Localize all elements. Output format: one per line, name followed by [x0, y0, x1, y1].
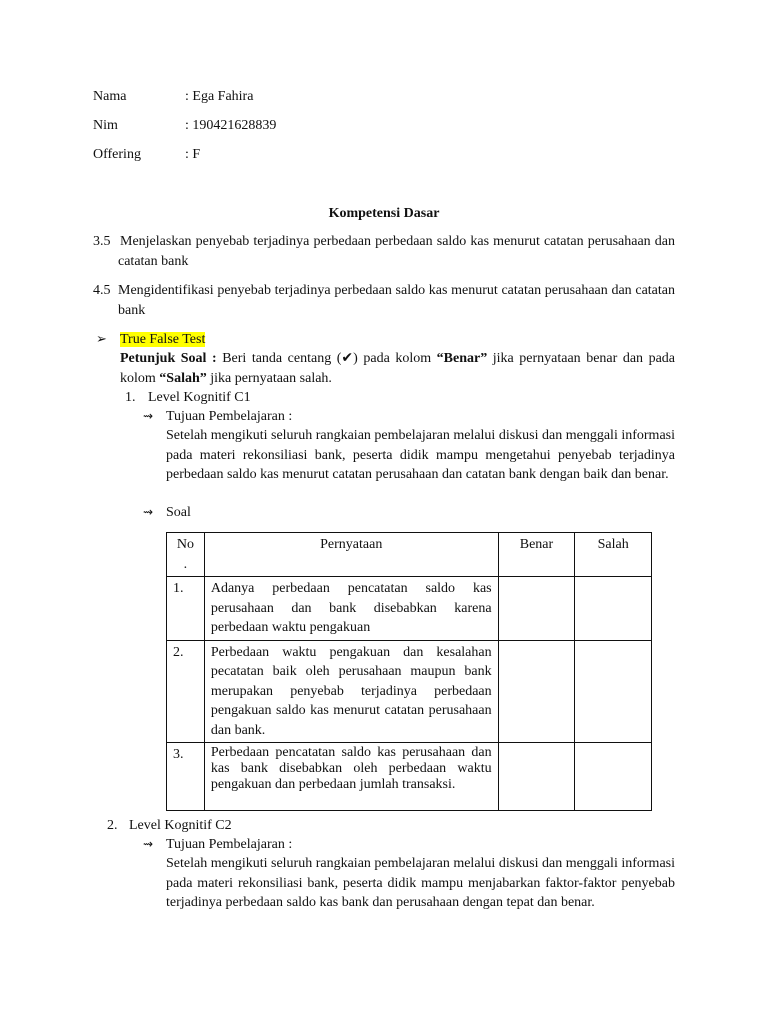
level-2-tujuan-label: Tujuan Pembelajaran : — [166, 837, 293, 852]
kompetensi-title: Kompetensi Dasar — [328, 206, 440, 221]
header-pernyataan: Pernyataan — [320, 537, 383, 552]
row-benar-cell[interactable] — [498, 577, 575, 641]
row-salah-cell[interactable] — [575, 577, 652, 641]
table-row — [167, 743, 652, 811]
squiggle-arrow-icon: ⇝ — [143, 837, 154, 851]
row-benar-cell[interactable] — [498, 743, 575, 811]
level-2-num: 2. — [107, 818, 118, 833]
arrow-bullet-icon: ➢ — [96, 332, 107, 347]
nim-label: Nim — [93, 118, 118, 133]
kompetensi-item-1-text: Menjelaskan penyebab terjadinya perbedaan perbedaan saldo kas menurut catatan perusahaan dan catatan bank — [118, 234, 675, 269]
soal-table — [166, 532, 652, 811]
kompetensi-item-2-text: Mengidentifikasi penyebab terjadinya perbedaan saldo kas menurut catatan perusahaan dan catatan bank — [118, 283, 675, 318]
row-pernyataan: Perbedaan waktu pengakuan dan kesalahan pecatatan baik oleh perusahaan maupun bank merupakan penyebab terjadinya perbedaan pengakuan saldo kas menurut catatan perusahaan dan bank. — [210, 644, 492, 738]
squiggle-arrow-icon: ⇝ — [143, 409, 154, 423]
table-row — [167, 577, 652, 641]
level-1-num: 1. — [125, 390, 136, 405]
level-1-tujuan-text: Setelah mengikuti seluruh rangkaian pembelajaran melalui diskusi dan menggali informasi pada materi rekonsiliasi bank, peserta didik mampu mengetahui penyebab terjadinya perbedaan saldo kas menurut catatan perusahaan dan catatan bank dengan baik dan benar. — [166, 428, 675, 482]
row-benar-cell[interactable] — [498, 640, 575, 743]
kompetensi-item-2-num: 4.5 — [93, 283, 111, 298]
level-1-tujuan-label: Tujuan Pembelajaran : — [166, 409, 293, 424]
level-2-tujuan-text: Setelah mengikuti seluruh rangkaian pembelajaran melalui diskusi dan menggali informasi pada materi rekonsiliasi bank, peserta didik mampu menjabarkan faktor-faktor penyebab terjadinya perbedaan saldo kas bank dan perusahaan dengan tepat dan benar. — [166, 856, 675, 910]
row-no: 2. — [173, 644, 184, 660]
table-header-row — [167, 533, 652, 577]
header-salah: Salah — [597, 537, 629, 552]
level-1-soal-label: Soal — [166, 505, 191, 520]
nama-label: Nama — [93, 89, 127, 104]
level-2-title: Level Kognitif C2 — [129, 818, 232, 833]
row-salah-cell[interactable] — [575, 640, 652, 743]
offering-label: Offering — [93, 147, 141, 162]
row-pernyataan: Perbedaan pencatatan saldo kas perusahaan dan kas bank disebabkan oleh perbedaan waktu pengakuan dan perbedaan jumlah transaksi. — [210, 745, 492, 792]
nim-value: : 190421628839 — [185, 118, 277, 133]
row-no: 1. — [173, 581, 184, 596]
level-1-title: Level Kognitif C1 — [148, 390, 251, 405]
header-benar: Benar — [519, 537, 554, 552]
row-salah-cell[interactable] — [575, 743, 652, 811]
offering-value: : F — [185, 147, 201, 162]
test-title: True False Test — [120, 332, 206, 347]
row-pernyataan: Adanya perbedaan pencatatan saldo kas perusahaan dan bank disebabkan karena perbedaan waktu pengakuan — [210, 581, 492, 635]
check-icon: ✔ — [341, 350, 354, 366]
squiggle-arrow-icon: ⇝ — [143, 505, 154, 519]
row-no: 3. — [173, 747, 184, 762]
petunjuk-soal: Petunjuk Soal : Beri tanda centang (✔) pada kolom “Benar” jika pernyataan benar dan pada kolom “Salah” jika pernyataan salah. — [120, 350, 676, 386]
nama-value: : Ega Fahira — [185, 89, 254, 104]
table-row — [167, 640, 652, 743]
header-no: No . — [176, 537, 194, 572]
kompetensi-item-1-num: 3.5 — [93, 234, 111, 249]
